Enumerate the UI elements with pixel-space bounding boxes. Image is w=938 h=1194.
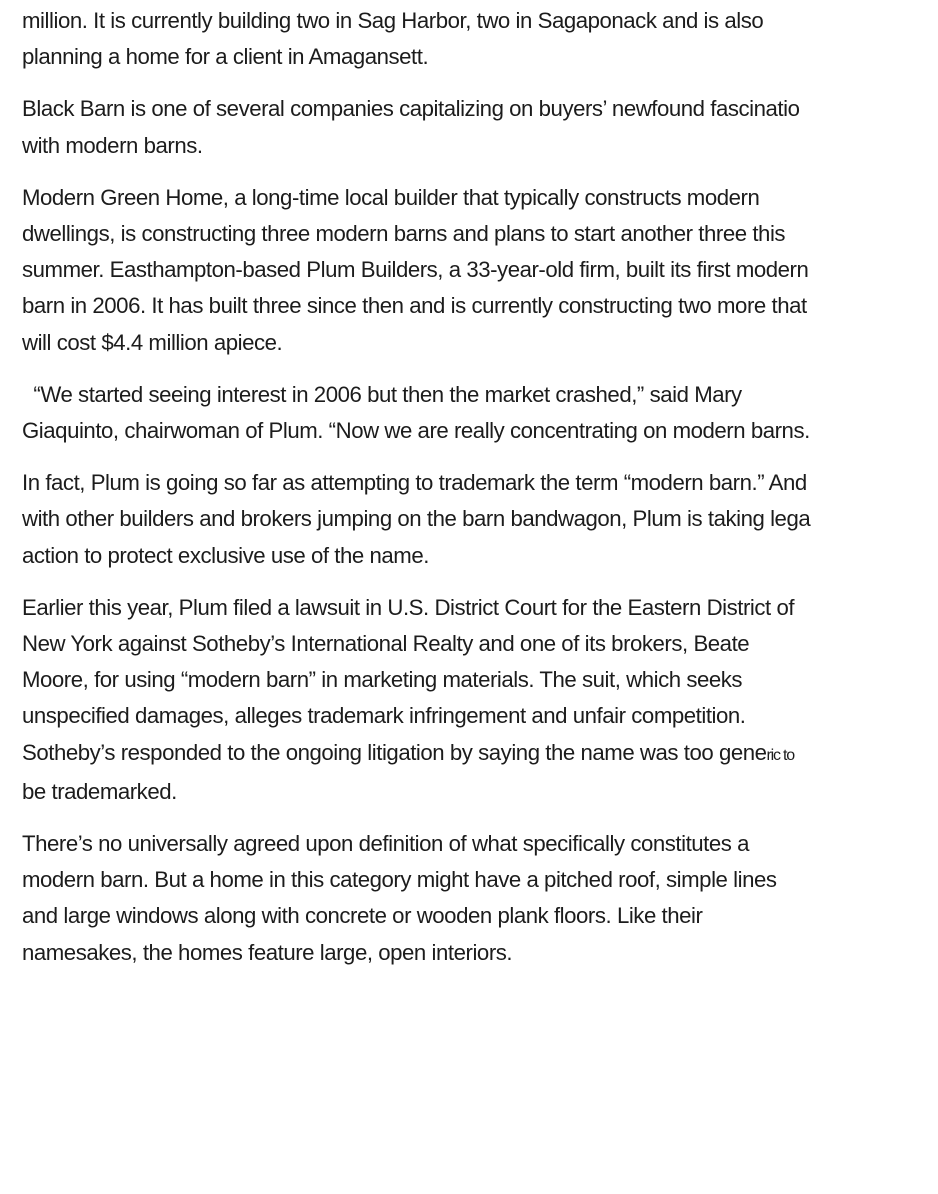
text-line: with other builders and brokers jumping on the barn bandwagon, Plum is taking lega — [22, 506, 811, 532]
text-line: New York against Sotheby’s International Realty and one of its brokers, Beate — [22, 631, 750, 657]
text-line: Black Barn is one of several companies capitalizing on buyers’ newfound fascinatio — [22, 96, 800, 122]
text-line: Giaquinto, chairwoman of Plum. “Now we are really concentrating on modern barns. — [22, 418, 810, 444]
text-line-squeezed-tail: ric to — [766, 746, 794, 764]
text-line: million. It is currently building two in Sag Harbor, two in Sagaponack and is also — [22, 8, 764, 33]
paragraph-5 — [22, 465, 934, 574]
paragraph-1 — [22, 3, 934, 75]
text-line: Earlier this year, Plum filed a lawsuit in U.S. District Court for the Eastern District of — [22, 594, 795, 620]
paragraph-7 — [22, 826, 934, 971]
text-line: There’s no universally agreed upon definition of what specifically constitutes a — [22, 831, 750, 857]
paragraph-6 — [22, 590, 934, 810]
text-line: “We started seeing interest in 2006 but then the market crashed,” said Mary — [22, 381, 742, 407]
text-line-main: Sotheby’s responded to the ongoing litigation by saying the name was too gene — [22, 739, 767, 765]
text-line-squeezed — [22, 735, 934, 774]
text-line: unspecified damages, alleges trademark infringement and unfair competition. — [22, 703, 746, 729]
text-line: action to protect exclusive use of the name. — [22, 542, 429, 568]
text-line: Modern Green Home, a long-time local builder that typically constructs modern — [22, 184, 760, 210]
text-line: be trademarked. — [22, 778, 177, 804]
text-line: will cost $4.4 million apiece. — [22, 329, 283, 355]
text-line: barn in 2006. It has built three since then and is currently constructing two more that — [22, 293, 807, 319]
paragraph-3 — [22, 180, 934, 361]
paragraph-2 — [22, 91, 934, 163]
text-line: and large windows along with concrete or wooden plank floors. Like their — [22, 903, 703, 929]
text-line: modern barn. But a home in this category might have a pitched roof, simple lines — [22, 867, 777, 893]
text-line: In fact, Plum is going so far as attempting to trademark the term “modern barn.” And — [22, 470, 807, 496]
text-line: Moore, for using “modern barn” in marketing materials. The suit, which seeks — [22, 667, 743, 693]
text-line: namesakes, the homes feature large, open interiors. — [22, 939, 513, 965]
paragraph-4-quote — [22, 377, 934, 449]
text-line: planning a home for a client in Amagansett. — [22, 44, 429, 70]
text-line: dwellings, is constructing three modern barns and plans to start another three this — [22, 221, 786, 247]
text-line: with modern barns. — [22, 132, 203, 158]
text-line: summer. Easthampton-based Plum Builders, a 33-year-old firm, built its first modern — [22, 257, 809, 283]
article-body — [22, 3, 934, 987]
